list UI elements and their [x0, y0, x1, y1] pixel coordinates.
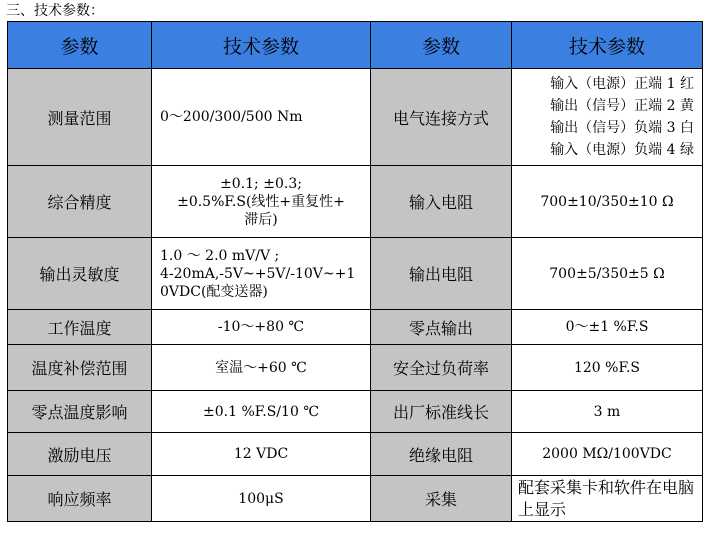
- section-title: 三、技术参数：: [6, 3, 104, 19]
- table-row: [8, 391, 703, 433]
- wire-item: 输出（信号）负端 3 白: [550, 120, 694, 136]
- param-label: 测量范围: [8, 69, 152, 166]
- value-line: ±0.5%F.S(线性+重复性+: [177, 193, 345, 210]
- value-line: 0VDC(配变送器): [160, 283, 268, 300]
- param-label: 输出电阻: [371, 238, 512, 310]
- param-label: 采集: [371, 476, 512, 522]
- param-label: 激励电压: [8, 433, 152, 476]
- value-line: ±0.1; ±0.3;: [220, 175, 302, 192]
- value-line: 1.0 ～ 2.0 mV/V ;: [160, 247, 280, 264]
- param-value: ±0.1 %F.S/10 ℃: [152, 391, 371, 433]
- param-value: [152, 166, 371, 238]
- param-value: 室温～+60 ℃: [152, 345, 371, 391]
- param-label: 综合精度: [8, 166, 152, 238]
- param-value: 100μS: [152, 476, 371, 522]
- header-param-1: 参数: [8, 22, 152, 69]
- table-header-row: [8, 22, 703, 69]
- param-label: 绝缘电阻: [371, 433, 512, 476]
- table-row: [8, 69, 703, 166]
- param-label: 电气连接方式: [371, 69, 512, 166]
- header-param-2: 参数: [371, 22, 512, 69]
- param-label: 输出灵敏度: [8, 238, 152, 310]
- value-line: 4-20mA,-5V~+5V/-10V~+1: [160, 265, 356, 282]
- table-row: [8, 433, 703, 476]
- param-value: 12 VDC: [152, 433, 371, 476]
- param-value: -10～+80 ℃: [152, 310, 371, 345]
- header-spec-1: 技术参数: [152, 22, 371, 69]
- param-value: 2000 MΩ/100VDC: [512, 433, 703, 476]
- table-row: [8, 310, 703, 345]
- param-value: 配套采集卡和软件在电脑上显示: [512, 476, 703, 522]
- param-value: 0～±1 %F.S: [512, 310, 703, 345]
- param-value: 3 m: [512, 391, 703, 433]
- spec-table: [7, 21, 703, 522]
- header-spec-2: 技术参数: [512, 22, 703, 69]
- param-value: [152, 238, 371, 310]
- table-row: [8, 345, 703, 391]
- param-value: 0～200/300/500 Nm: [152, 69, 371, 166]
- wire-item: 输入（电源）负端 4 绿: [550, 142, 694, 158]
- wiring-list: [512, 69, 703, 166]
- wire-item: 输出（信号）正端 2 黄: [550, 98, 694, 114]
- param-label: 工作温度: [8, 310, 152, 345]
- param-value: 700±10/350±10 Ω: [512, 166, 703, 238]
- value-line: 滞后): [244, 211, 278, 228]
- param-label: 输入电阻: [371, 166, 512, 238]
- param-label: 温度补偿范围: [8, 345, 152, 391]
- param-label: 零点温度影响: [8, 391, 152, 433]
- table-row: [8, 238, 703, 310]
- wire-item: 输入（电源）正端 1 红: [550, 76, 694, 92]
- param-value: 120 %F.S: [512, 345, 703, 391]
- param-label: 响应频率: [8, 476, 152, 522]
- param-value: 700±5/350±5 Ω: [512, 238, 703, 310]
- param-label: 出厂标准线长: [371, 391, 512, 433]
- param-label: 安全过负荷率: [371, 345, 512, 391]
- param-label: 零点输出: [371, 310, 512, 345]
- table-row: [8, 476, 703, 522]
- table-row: [8, 166, 703, 238]
